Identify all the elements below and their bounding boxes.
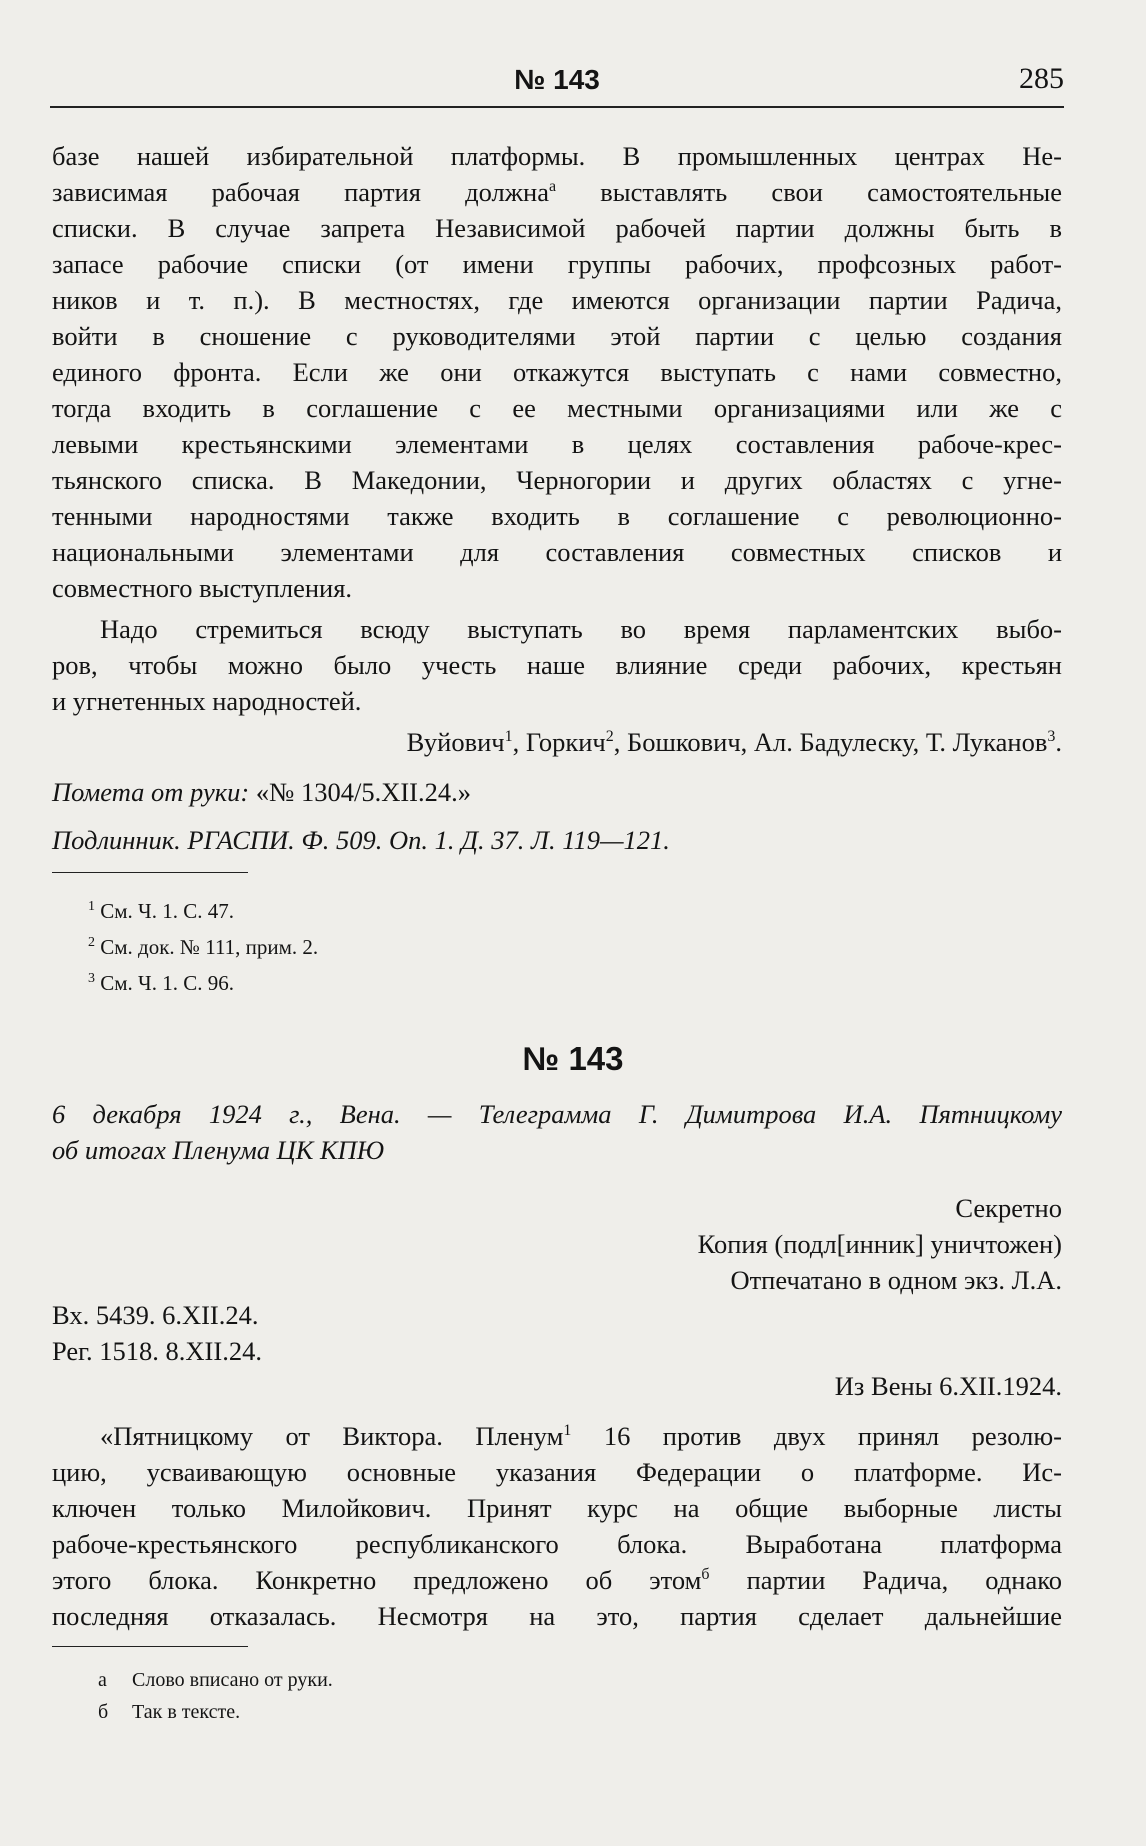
text-line: последняя отказалась. Несмотря на это, партия сделает дальнейшие: [52, 1601, 1062, 1631]
text-line: тьянского списка. В Македонии, Черногории и других областях с угне-: [52, 465, 1062, 495]
footnote: $^2$ См. док. № 111, прим. 2.: [88, 935, 319, 959]
text-line: этого блока. Конкретно предложено об этом$^б$ партии Радича, однако: [52, 1565, 1062, 1595]
heading-line: 6 декабря 1924 г., Вена. — Телеграмма Г. Димитрова И.А. Пятницкому: [52, 1099, 1062, 1129]
text-line: и угнетенных народностей.: [52, 686, 362, 716]
origin-date: Из Вены 6.XII.1924.: [834, 1371, 1062, 1401]
text-line: рабоче-крестьянского республиканского блока. Выработана платформа: [52, 1529, 1062, 1559]
text-line: базе нашей избирательной платформы. В промышленных центрах Не-: [52, 141, 1062, 171]
text-line: ключен только Милойкович. Принят курс на общие выборные листы: [52, 1493, 1062, 1523]
text-line: списки. В случае запрета Независимой рабочей партии должны быть в: [52, 213, 1062, 243]
text-line: национальными элементами для составления совместных списков и: [52, 537, 1062, 567]
page-number: 285: [1019, 62, 1064, 95]
text-line: войти в сношение с руководителями этой партии с целью создания: [52, 321, 1062, 351]
letter-footnote: б Так в тексте.: [98, 1701, 241, 1723]
incoming-number: Вх. 5439. 6.XII.24.: [52, 1300, 259, 1330]
text-line: совместного выступления.: [52, 573, 353, 603]
secret-mark: Секретно: [955, 1193, 1062, 1223]
text-line: Надо стремиться всюду выступать во время парламентских выбо-: [100, 614, 1062, 644]
text-line: «Пятницкому от Виктора. Пленум$^1$ 16 против двух принял резолю-: [100, 1421, 1062, 1451]
heading-line: об итогах Пленума ЦК КПЮ: [52, 1135, 385, 1165]
registration-number: Рег. 1518. 8.XII.24.: [52, 1336, 262, 1366]
document-number: № 143: [522, 1040, 624, 1077]
text-line: левыми крестьянскими элементами в целях составления рабоче-крес-: [52, 429, 1062, 459]
signatures: Вуйович$^1$, Горкич$^2$, Бошкович, Ал. Бадулеску, Т. Луканов$^3$.: [406, 727, 1062, 757]
source-note: Подлинник. РГАСПИ. Ф. 509. Оп. 1. Д. 37. Л. 119—121.: [52, 825, 670, 855]
text-line: запасе рабочие списки (от имени группы рабочих, профсозных работ-: [52, 249, 1062, 279]
page-header: [50, 62, 1064, 108]
text-line: единого фронта. Если же они откажутся выступать с нами совместно,: [52, 357, 1062, 387]
footnote-rule: [52, 872, 248, 873]
text-line: зависимая рабочая партия должна$^а$ выставлять свои самостоятельные: [52, 177, 1063, 207]
text-line: тогда входить в соглашение с ее местными организациями или же с: [52, 393, 1062, 423]
text-line: ников и т. п.). В местностях, где имеются организации партии Радича,: [52, 285, 1062, 315]
text-line: ров, чтобы можно было учесть наше влияние среди рабочих, крестьян: [52, 650, 1062, 680]
running-head: № 143: [514, 64, 600, 95]
footnote: $^1$ См. Ч. 1. С. 47.: [88, 899, 234, 923]
text-line: цию, усваивающую основные указания Федерации о платформе. Ис-: [52, 1457, 1062, 1487]
printed-note: Отпечатано в одном экз. Л.А.: [730, 1265, 1062, 1295]
letter-footnote: а Слово вписано от руки.: [98, 1669, 333, 1691]
copy-note: Копия (подл[инник] уничтожен): [697, 1229, 1062, 1259]
footnote: $^3$ См. Ч. 1. С. 96.: [88, 971, 234, 995]
header-rule: [50, 106, 1064, 108]
footnote-mark: а: [548, 178, 557, 195]
footnote-rule: [52, 1646, 248, 1647]
text-line: тенными народностями также входить в соглашение с революционно-: [52, 501, 1062, 531]
handwritten-note: Помета от руки: «№ 1304/5.XII.24.»: [52, 777, 471, 807]
